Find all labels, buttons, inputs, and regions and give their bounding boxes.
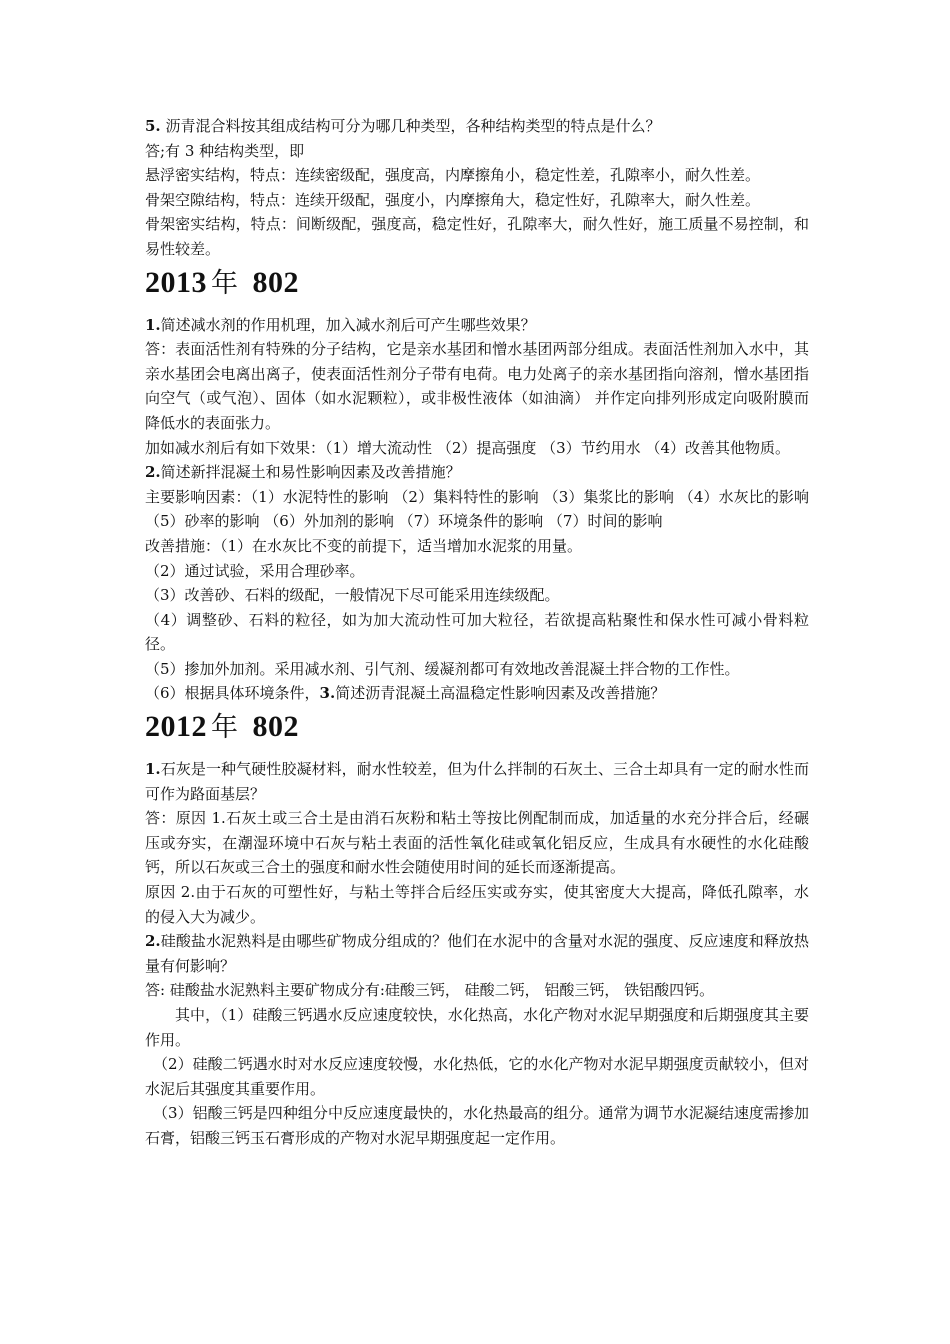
answer-paragraph: （2）硅酸二钙遇水时对水反应速度较慢，水化热低，它的水化产物对水泥早期强度贡献较小，但对水泥后其强度其重要作用。: [145, 1055, 809, 1098]
heading-code: 802: [252, 265, 299, 299]
question-2: [145, 460, 809, 485]
question-1: [145, 757, 809, 806]
document-page: [145, 114, 809, 1151]
question-text: 简述新拌混凝土和易性影响因素及改善措施？: [160, 463, 461, 482]
answer-paragraph: 原因 2.由于石灰的可塑性好，与粘土等拌合后经压实或夯实，使其密度大大提高，降低孔隙率，水的侵入大为减少。: [145, 883, 809, 926]
answer-line: 骨架密实结构，特点：间断级配，强度高，稳定性好，孔隙率大，耐久性好，施工质量不易控制，和易性较差。: [145, 215, 809, 258]
answer-paragraph: 答：表面活性剂有特殊的分子结构，它是亲水基团和憎水基团两部分组成。表面活性剂加入水中，其亲水基团会电离出离子，使表面活性剂分子带有电荷。电力处离子的亲水基团指向溶剂，憎水基团指向空气（或气泡）、固体（如水泥颗粒），或非极性液体（如油滴） 并作定向排列形成定向吸附膜而降低水的表面张力。: [145, 340, 809, 432]
question-number: 1.: [145, 760, 161, 779]
measure-text: （6）根据具体环境条件，: [145, 684, 320, 703]
answer-paragraph: （3）铝酸三钙是四种组分中反应速度最快的，水化热最高的组分。通常为调节水泥凝结速度需掺加石膏，铝酸三钙玉石膏形成的产物对水泥早期强度起一定作用。: [145, 1104, 809, 1147]
heading-year: 2013: [145, 265, 207, 299]
answer-paragraph: 加如减水剂后有如下效果：（1）增大流动性 （2）提高强度 （3）节约用水 （4）改善其他物质。: [145, 438, 790, 457]
question-number: 2.: [145, 463, 161, 482]
question-2: [145, 929, 809, 978]
question-text: 硅酸盐水泥熟料是由哪些矿物成分组成的？他们在水泥中的含量对水泥的强度、反应速度和释放热量有何影响？: [145, 932, 809, 975]
section-heading-2012: [145, 707, 809, 747]
heading-year: 2012: [145, 710, 207, 744]
question-number: 1.: [145, 315, 161, 334]
factors-paragraph: 主要影响因素：（1）水泥特性的影响 （2）集料特性的影响 （3）集浆比的影响 （4）水灰比的影响 （5）砂率的影响 （6）外加剂的影响 （7）环境条件的影响 （7）时间的影响: [145, 487, 809, 531]
section-heading-2013: [145, 263, 809, 303]
answer-paragraph: 其中，（1）硅酸三钙遇水反应速度较快，水化热高，水化产物对水泥早期强度和后期强度其主要作用。: [145, 1006, 809, 1049]
question-number: 2.: [145, 932, 161, 951]
question-text: 石灰是一种气硬性胶凝材料，耐水性较差，但为什么拌制的石灰土、三合土却具有一定的耐水性而可作为路面基层？: [145, 760, 809, 803]
heading-year-suffix: 年: [211, 267, 239, 298]
question-text: 沥青混合料按其组成结构可分为哪几种类型，各种结构类型的特点是什么？: [160, 117, 661, 135]
measure-line: （4）调整砂、石料的粒径，如为加大流动性可加大粒径，若欲提高粘聚性和保水性可减小骨料粒径。: [145, 610, 809, 654]
answer-line: 骨架空隙结构，特点：连续开级配，强度小，内摩擦角大，稳定性好，孔隙率大，耐久性差。: [145, 190, 761, 209]
question-text: 简述沥青混凝土高温稳定性影响因素及改善措施？: [335, 684, 666, 703]
question-number: 5.: [145, 117, 161, 135]
question-5: [145, 114, 809, 139]
measure-line: （3）改善砂、石料的级配，一般情况下尽可能采用连续级配。: [145, 586, 560, 605]
answer-paragraph: 答：原因 1.石灰土或三合土是由消石灰粉和粘土等按比例配制而成，加适量的水充分拌合后，经碾压或夯实，在潮湿环境中石灰与粘土表面的活性氧化硅或氧化铝反应，生成具有水硬性的水化硅酸钙，所以石灰或三合土的强度和耐水性会随使用时间的延长而逐渐提高。: [145, 809, 809, 877]
answer-paragraph: 答: 硅酸盐水泥熟料主要矿物成分有:硅酸三钙， 硅酸二钙， 铝酸三钙， 铁铝酸四钙。: [145, 981, 715, 1000]
answer-line: 悬浮密实结构，特点：连续密级配，强度高，内摩擦角小，稳定性差，孔隙率小，耐久性差。: [145, 166, 761, 185]
question-text: 简述减水剂的作用机理，加入减水剂后可产生哪些效果？: [160, 315, 536, 334]
measure-line-with-question-3: [145, 681, 809, 706]
question-number: 3.: [319, 684, 336, 703]
answer-line: 答;有 3 种结构类型，即: [145, 141, 305, 160]
question-1: [145, 313, 809, 338]
measure-line: （2）通过试验，采用合理砂率。: [145, 561, 365, 580]
heading-year-suffix: 年: [211, 712, 239, 743]
heading-code: 802: [252, 710, 299, 744]
measure-line: 改善措施：（1）在水灰比不变的前提下，适当增加水泥浆的用量。: [145, 536, 583, 555]
measure-line: （5）掺加外加剂。采用减水剂、引气剂、缓凝剂都可有效地改善混凝土拌合物的工作性。: [145, 659, 740, 678]
